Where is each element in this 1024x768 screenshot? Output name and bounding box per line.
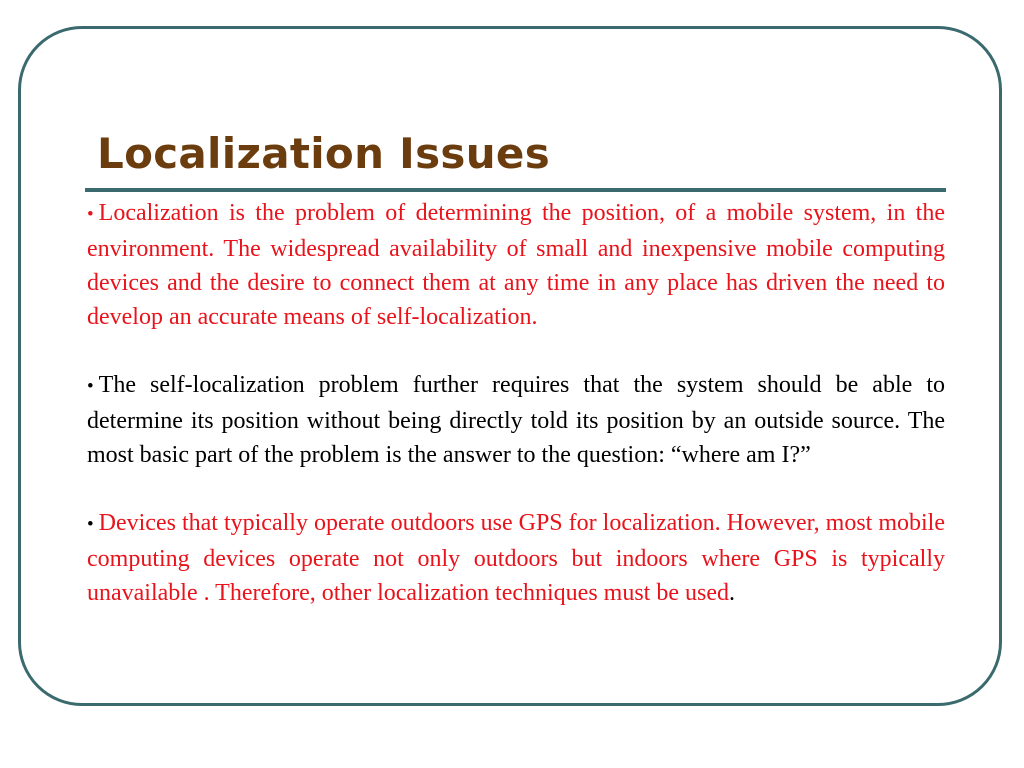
bullet-paragraph-2 bbox=[87, 368, 945, 472]
title-divider bbox=[85, 188, 946, 192]
bullet-3-marker: • bbox=[87, 514, 94, 535]
bullet-2-marker: • bbox=[87, 376, 94, 397]
bullet-paragraph-3 bbox=[87, 506, 945, 610]
slide-title: Localization Issues bbox=[97, 129, 550, 178]
bullet-1-marker: • bbox=[87, 204, 94, 225]
bullet-1-text: Localization is the problem of determining the position, of a mobile system, in the environment. The widespread availability of small and inexpensive mobile computing devices and the desire to connect them at any time in any place has driven the need to develop an accurate means of self-localization. bbox=[87, 200, 945, 330]
slide-body bbox=[87, 196, 945, 610]
bullet-3-text: Devices that typically operate outdoors use GPS for localization. However, most mobile computing devices operate not only outdoors but indoors where GPS is typically unavailable . Therefore, other localization techniques must be used bbox=[87, 510, 945, 606]
bullet-3-final-period: . bbox=[729, 580, 735, 606]
bullet-paragraph-1 bbox=[87, 196, 945, 334]
bullet-2-text: The self-localization problem further requires that the system should be able to determine its position without being directly told its position by an outside source. The most basic part of the problem is the answer to the question: “where am I?” bbox=[87, 372, 945, 468]
